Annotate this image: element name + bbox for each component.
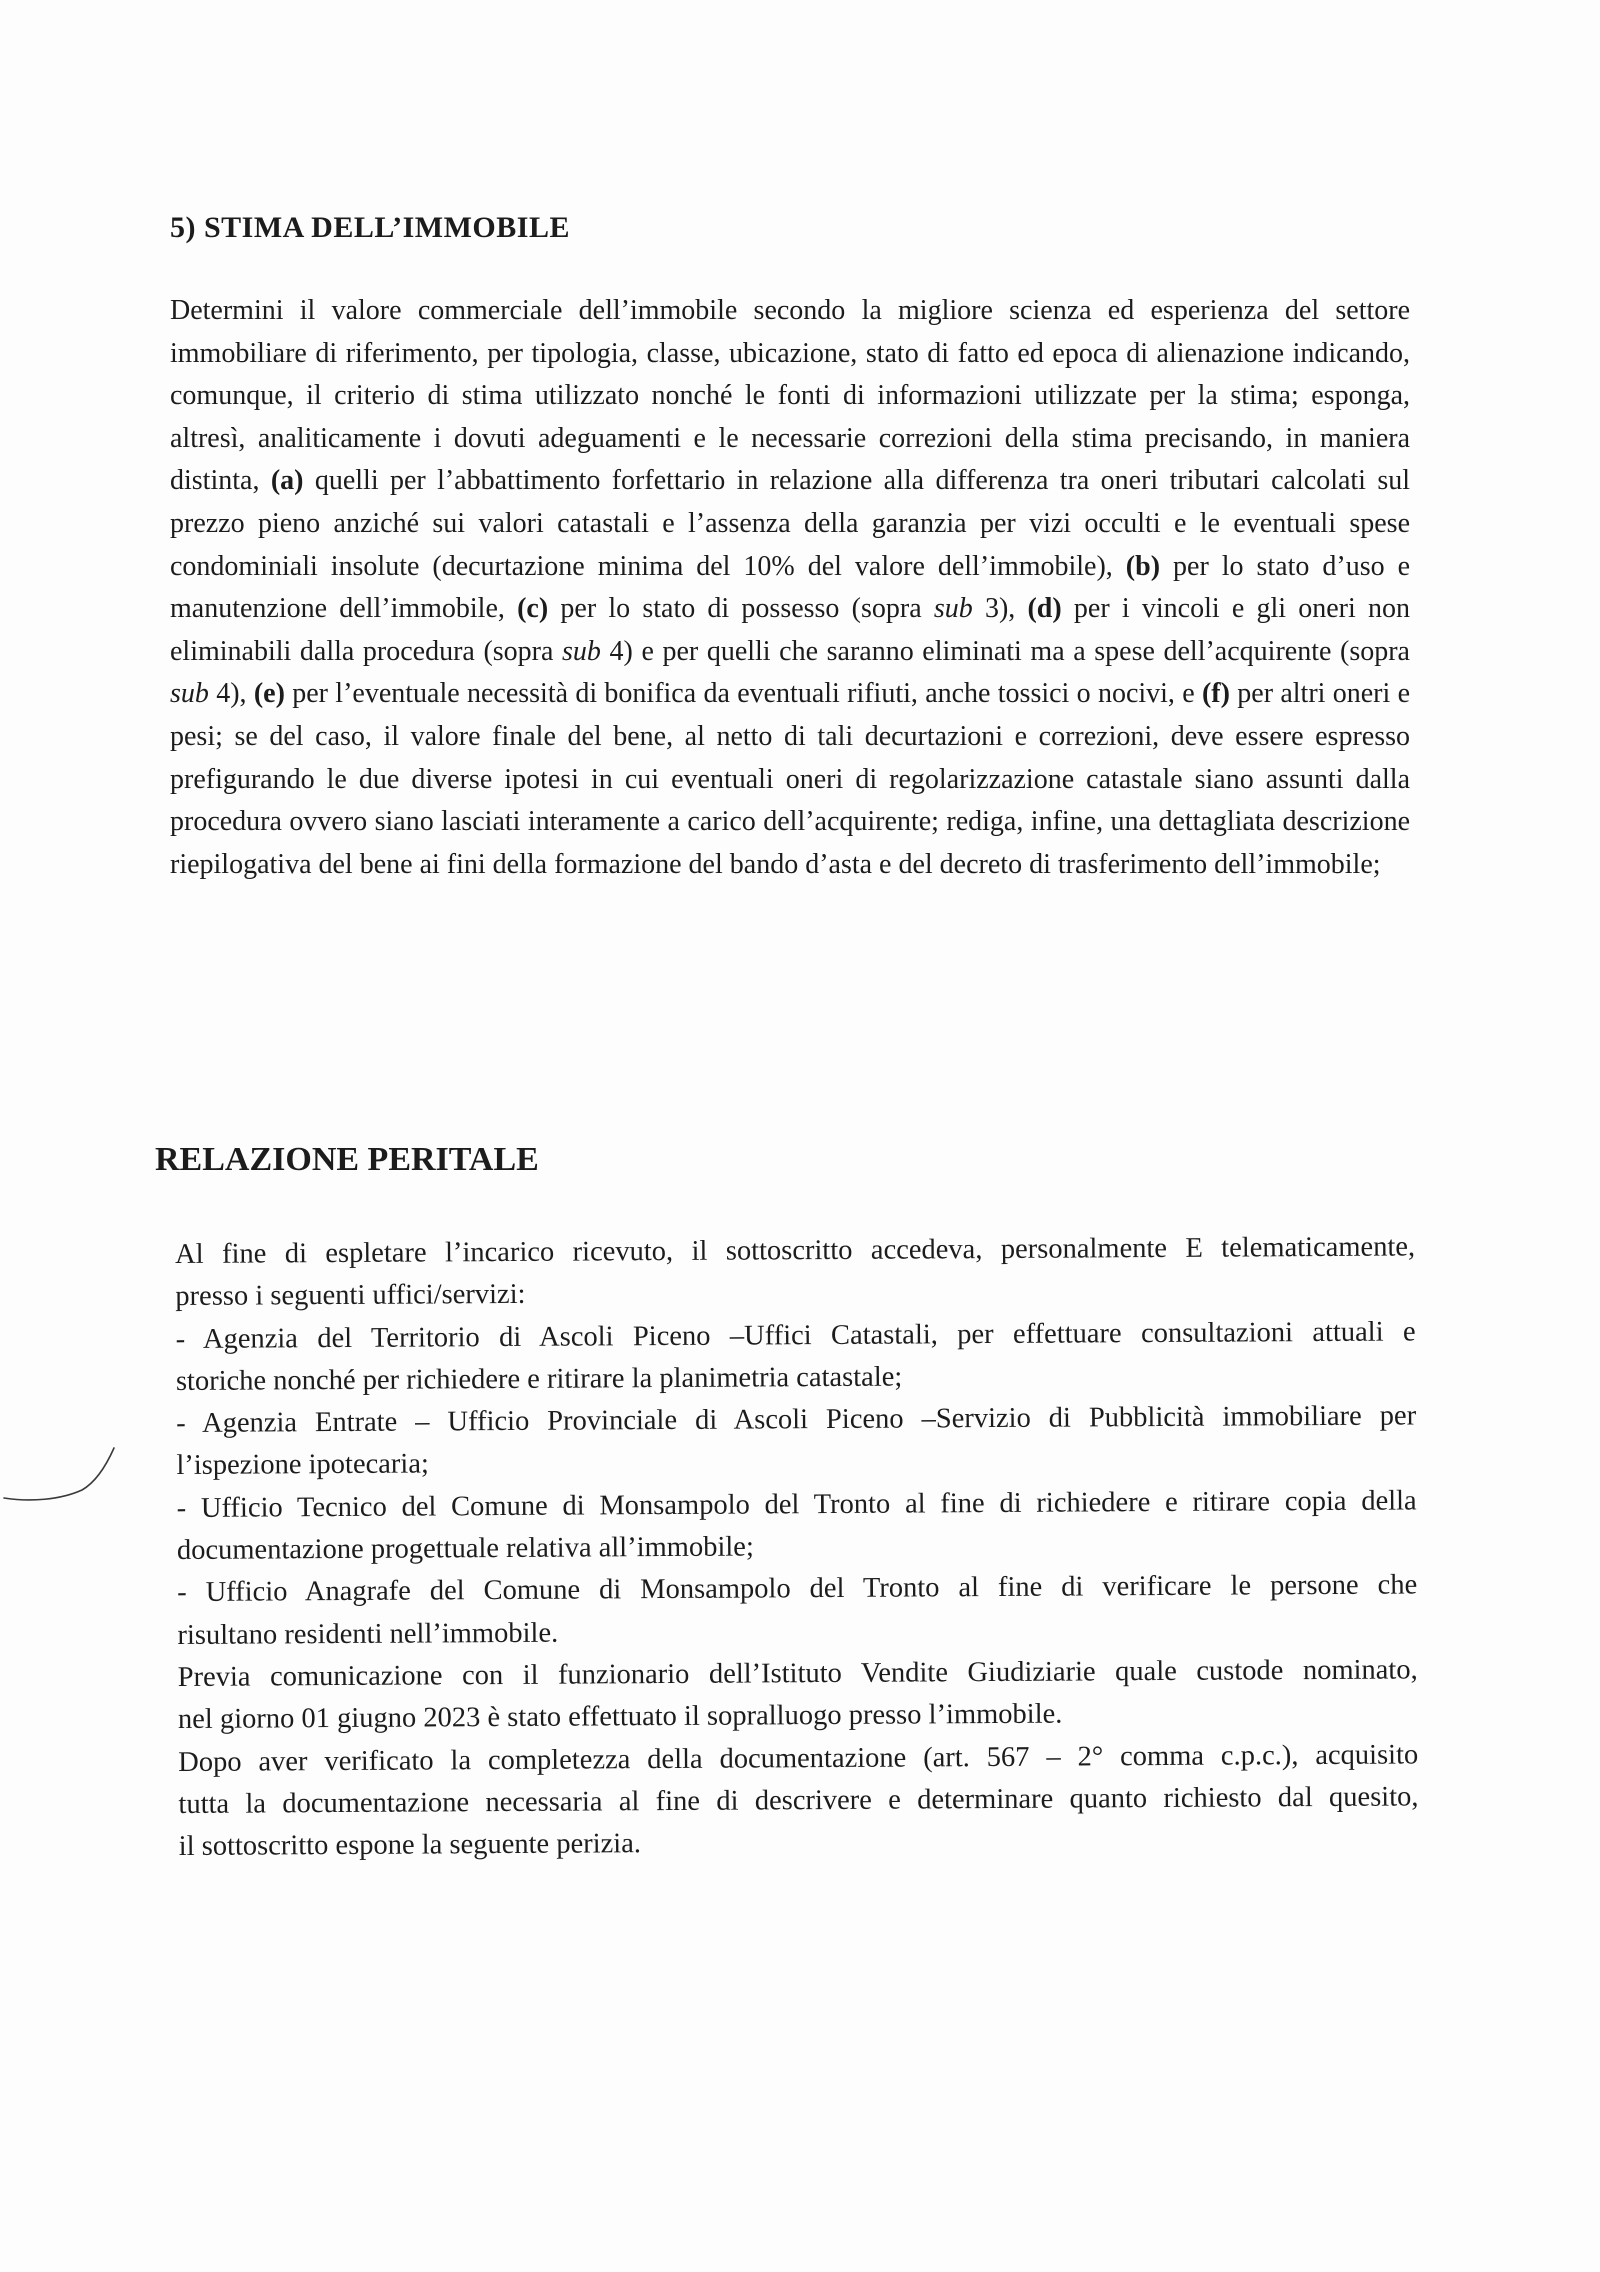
text-run: per l’eventuale necessità di bonifica da eventuali rifiuti, anche tossici o nocivi, e <box>284 678 1202 710</box>
section-heading-relazione: RELAZIONE PERITALE <box>155 1141 539 1178</box>
body-line: Dopo aver verificato la completezza della documentazione (art. 567 – 2° comma c.p.c.), acquisito <box>178 1738 1419 1778</box>
text-run: per lo stato di possesso (sopra <box>548 593 934 625</box>
item-label-d: (d) <box>1027 593 1062 625</box>
body-line: Previa comunicazione con il funzionario dell’Istituto Vendite Giudiziarie quale custode nominato, <box>177 1654 1418 1693</box>
item-label-b: (b) <box>1125 550 1161 582</box>
body-line: risultano residenti nell’immobile. <box>177 1617 559 1651</box>
text-run: 3), <box>972 593 1028 625</box>
text-run: 4), <box>208 678 254 710</box>
body-line: - Ufficio Anagrafe del Comune di Monsampolo del Tronto al fine di verificare le persone che <box>177 1569 1418 1609</box>
body-line: - Ufficio Tecnico del Comune di Monsampolo del Tronto al fine di richiedere e ritirare copia della <box>176 1485 1417 1524</box>
body-line: storiche nonché per richiedere e ritirare la planimetria catastale; <box>175 1361 903 1397</box>
section-stima <box>170 210 1410 886</box>
relazione-body <box>175 1226 1419 1868</box>
text-run: 4) e per quelli che saranno eliminati ma a spese dell’acquirente (sopra <box>600 635 1410 667</box>
text-run: Determini il valore commerciale dell’immobile secondo la migliore scienza ed esperienza del settore immobiliare di riferimento, per tipologia, classe, ubicazione, stato di fatto ed epoca di alienazione indicando, comunque, il criterio di stima utilizzato nonché le fonti di informazioni utilizzate per la stima; esponga, altresì, analiticamente i dovuti adeguamenti e le necessarie correzioni della stima precisando, in maniera distinta, <box>170 295 1410 497</box>
body-line: documentazione progettuale relativa all’immobile; <box>176 1531 754 1567</box>
text-run: quelli per l’abbattimento forfettario in relazione alla differenza tra oneri tributari calcolati sul prezzo pieno anziché sui valori catastali e l’assenza della garanzia per vizi occulti e le eventuali spese condominiali insolute (decurtazione minima del 10% del valore dell’immobile), <box>170 465 1410 582</box>
text-run: per lo stato d’uso e manutenzione dell’immobile, <box>170 550 1410 625</box>
stima-paragraph <box>170 290 1410 886</box>
body-line: Al fine di espletare l’incarico ricevuto, il sottoscritto accedeva, personalmente E telematicamente, <box>175 1231 1416 1270</box>
sub-italic: sub <box>933 593 973 625</box>
body-line: - Agenzia Entrate – Ufficio Provinciale di Ascoli Piceno –Servizio di Pubblicità immobiliare per <box>176 1400 1417 1440</box>
body-line: nel giorno 01 giugno 2023 è stato effettuato il sopralluogo presso l’immobile. <box>177 1698 1063 1736</box>
text-run: per i vincoli e gli oneri non eliminabili dalla procedura (sopra <box>170 593 1410 667</box>
body-line: - Agenzia del Territorio di Ascoli Piceno –Uffici Catastali, per effettuare consultazioni attuali e <box>175 1316 1416 1355</box>
item-label-f: (f) <box>1201 678 1230 710</box>
initials-mark-icon <box>0 1440 130 1510</box>
body-line: il sottoscritto espone la seguente perizia. <box>178 1828 642 1863</box>
text-run: per altri oneri e pesi; se del caso, il valore finale del bene, al netto di tali decurtazioni e correzioni, deve essere espresso prefigurando le due diverse ipotesi in cui eventuali oneri di regolarizzazione catastale siano assunti dalla procedura ovvero siano lasciati interamente a carico dell’acquirente; rediga, infine, una dettagliata descrizione riepilogativa del bene ai fini della formazione del bando d’asta e del decreto di trasferimento dell’immobile; <box>170 678 1410 880</box>
item-label-c: (c) <box>517 593 549 625</box>
body-line: presso i seguenti uffici/servizi: <box>175 1279 526 1313</box>
section-relazione-peritale <box>155 1140 1415 1181</box>
sub-italic: sub <box>170 678 209 710</box>
item-label-e: (e) <box>253 678 285 710</box>
section-heading-stima: 5) STIMA DELL’IMMOBILE <box>170 211 570 244</box>
body-line: tutta la documentazione necessaria al fine di descrivere e determinare quanto richiesto dal quesito, <box>178 1781 1419 1820</box>
sub-italic: sub <box>562 635 601 667</box>
item-label-a: (a) <box>270 465 304 497</box>
body-line: l’ispezione ipotecaria; <box>176 1448 429 1482</box>
